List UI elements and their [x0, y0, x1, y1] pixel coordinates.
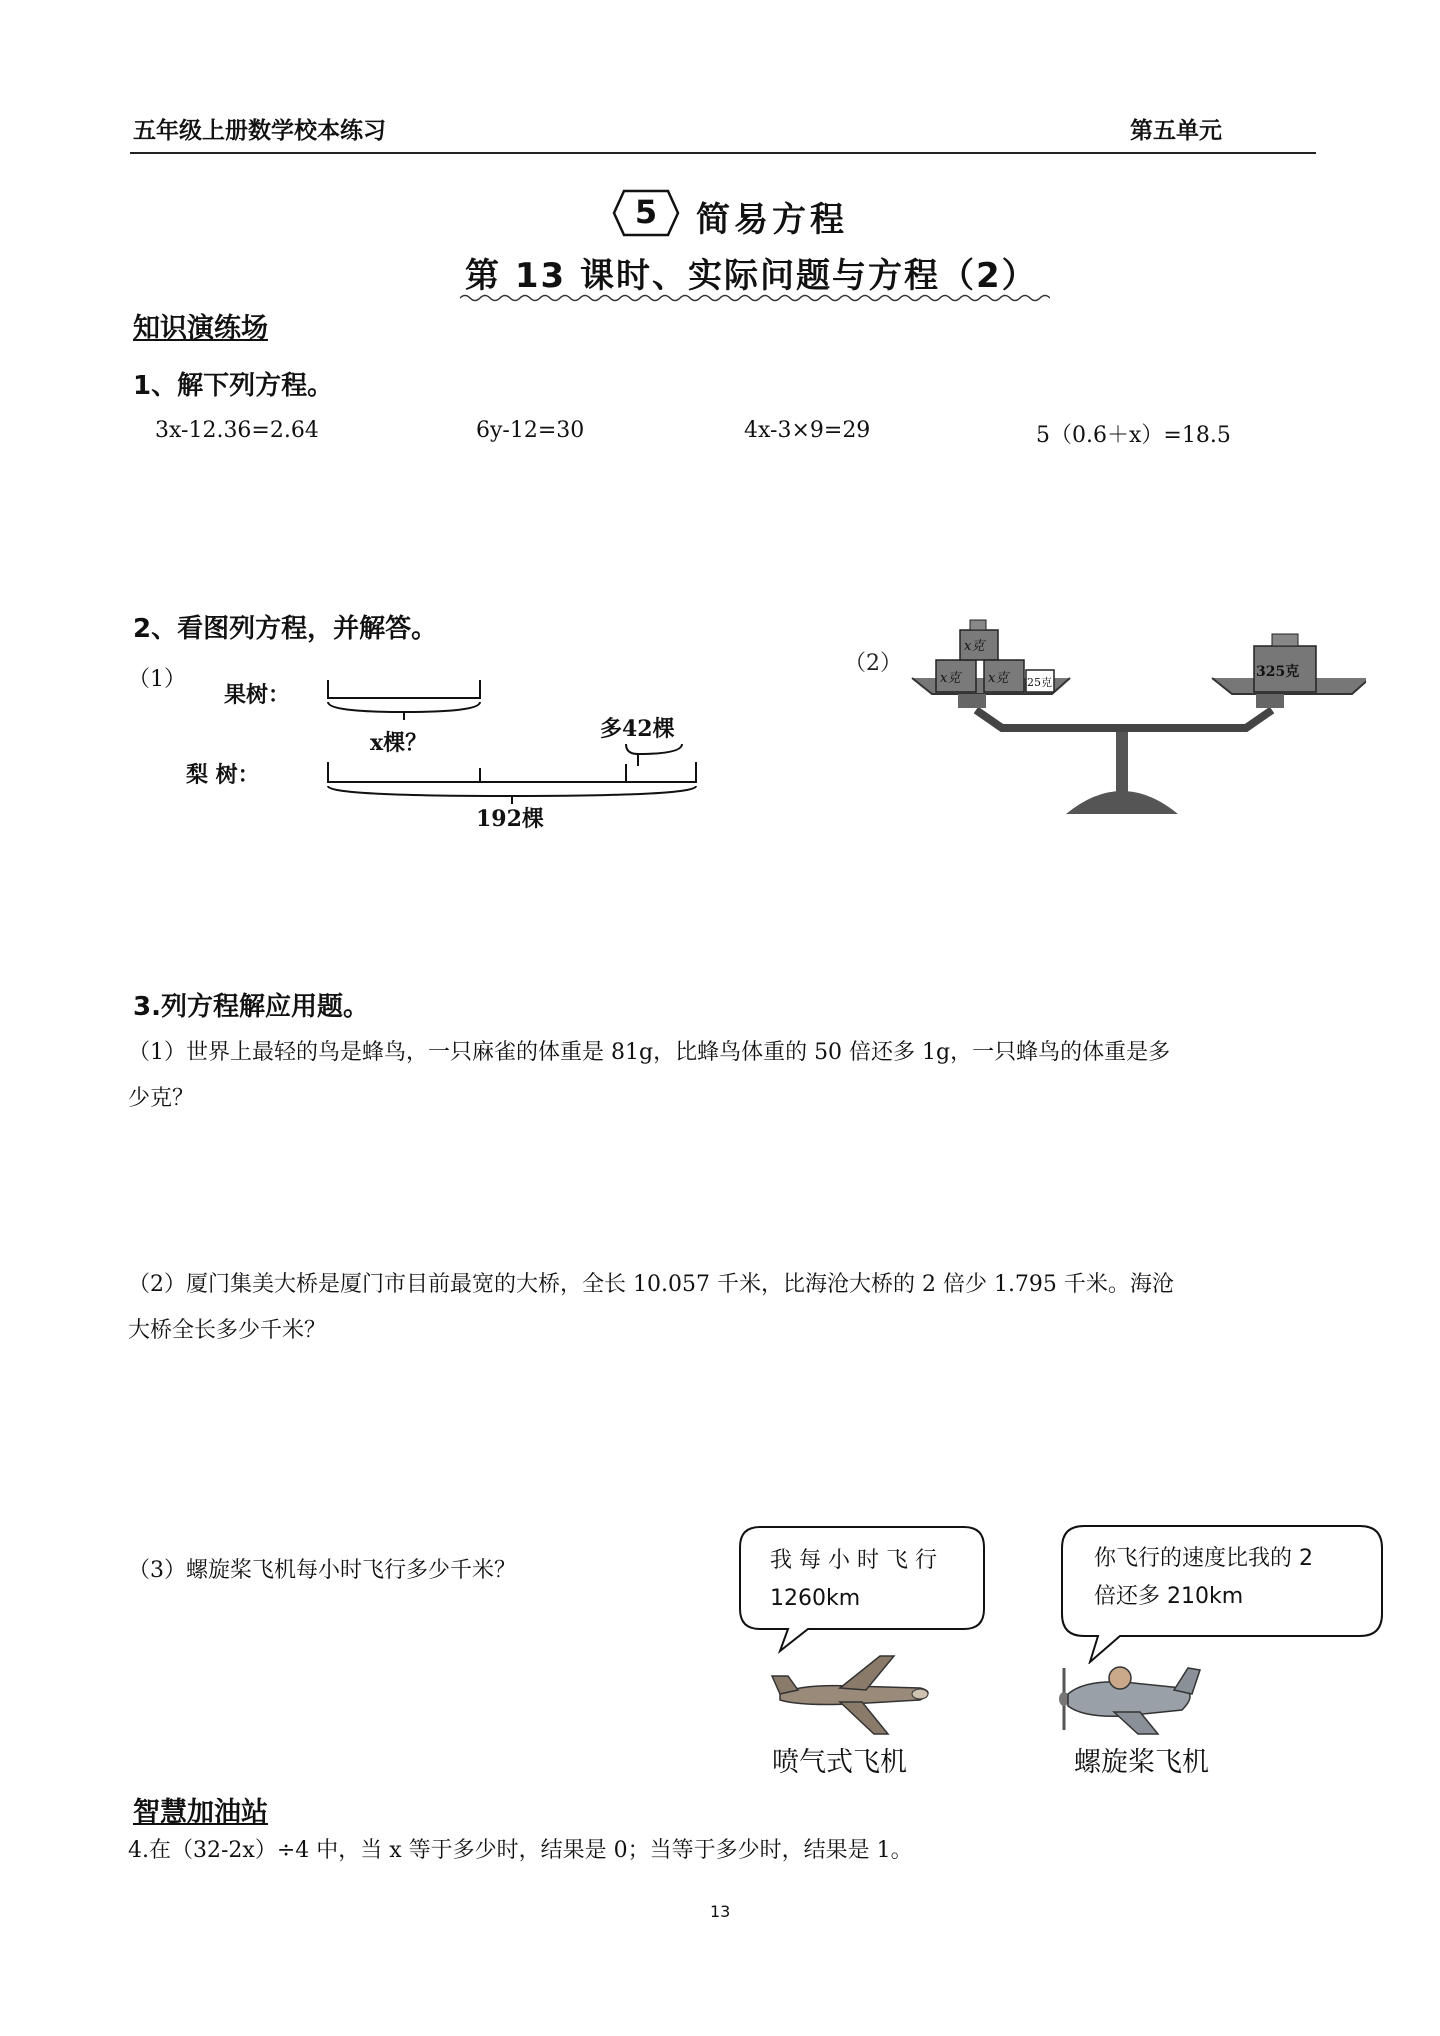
weight-x-left-label: x克: [940, 671, 961, 686]
q3-part3: （3）螺旋桨飞机每小时飞行多少千米？: [128, 1558, 516, 1583]
bubble-propeller-line1: 你飞行的速度比我的 2: [1094, 1546, 1313, 1571]
equation-2: 6y-12=30: [476, 418, 585, 443]
header-rule: [130, 152, 1316, 154]
q3-title: 3.列方程解应用题。: [133, 992, 369, 1022]
propeller-plane-icon: [1054, 1654, 1204, 1740]
q2-title: 2、看图列方程，并解答。: [133, 614, 438, 644]
fruit-tree-segment: [328, 680, 480, 698]
section-title-wisdom: 智慧加油站: [133, 1797, 268, 1828]
equation-1: 3x-12.36=2.64: [155, 418, 319, 443]
pear-tree-brace: [328, 786, 696, 804]
weight-x-right-label: x克: [988, 671, 1009, 686]
q3-part2-line1: （2）厦门集美大桥是厦门市目前最宽的大桥，全长 10.057 千米，比海沧大桥的 2 倍少 1.795 千米。海沧: [128, 1272, 1174, 1297]
fruit-tree-brace: [328, 702, 480, 720]
header-left: 五年级上册数学校本练习: [133, 118, 386, 144]
q1-title: 1、解下列方程。: [133, 371, 334, 401]
weight-x-top-knob: [970, 620, 986, 630]
weight-325-knob: [1272, 634, 1298, 646]
page-number: 13: [710, 1902, 731, 1921]
header-right: 第五单元: [1130, 118, 1222, 144]
lesson-title-wavy-underline: [460, 292, 1050, 304]
more-42-label: 多42棵: [600, 716, 675, 742]
left-pan-holder: [958, 694, 986, 708]
bubble-jet-line2: 1260km: [770, 1586, 861, 1611]
bubble-propeller-line2: 倍还多 210km: [1094, 1584, 1244, 1609]
bubble-jet-line1: 我 每 小 时 飞 行: [770, 1548, 937, 1573]
weight-325-label: 325克: [1256, 664, 1300, 680]
pear-tree-label: 梨 树：: [186, 762, 260, 788]
weight-25-label: 25克: [1027, 676, 1052, 689]
tree-segment-diagram: [170, 660, 730, 840]
q2-part2-label: （2）: [844, 651, 902, 676]
jet-plane-label: 喷气式飞机: [772, 1747, 907, 1778]
propeller-plane-label: 螺旋桨飞机: [1074, 1747, 1209, 1778]
q3-part1-line2: 少克？: [128, 1086, 195, 1111]
x-trees-label: x棵？: [370, 730, 428, 756]
section-title-knowledge: 知识演练场: [133, 313, 268, 344]
q3-part2-line2: 大桥全长多少千米？: [128, 1318, 327, 1343]
q2-part1-label: （1）: [128, 667, 186, 692]
right-pan-holder: [1256, 694, 1284, 708]
scale-beam: [976, 710, 1272, 728]
q4-text: 4.在（32-2x）÷4 中，当 x 等于多少时，结果是 0；当等于多少时，结果是 1。: [128, 1838, 913, 1863]
q3-part1-line1: （1）世界上最轻的鸟是蜂鸟，一只麻雀的体重是 81g，比蜂鸟体重的 50 倍还多 1g，一只蜂鸟的体重是多: [128, 1040, 1171, 1065]
unit-badge: [610, 183, 682, 243]
balance-scale-diagram: [836, 618, 1366, 828]
pear-tree-segment: [328, 762, 696, 782]
scale-base: [1066, 791, 1178, 814]
weight-x-top-label: x克: [964, 639, 985, 654]
total-192-label: 192棵: [476, 806, 544, 832]
equation-4: 5（0.6＋x）=18.5: [1036, 423, 1231, 448]
unit-title: 简易方程: [696, 200, 848, 240]
more-brace: [626, 744, 682, 766]
equation-3: 4x-3×9=29: [744, 418, 871, 443]
fruit-tree-label: 果树：: [224, 682, 291, 708]
lesson-title: 第 13 课时、实际问题与方程（2）: [465, 256, 1038, 296]
jet-plane-icon: [770, 1648, 940, 1738]
unit-number: 5: [634, 193, 658, 231]
